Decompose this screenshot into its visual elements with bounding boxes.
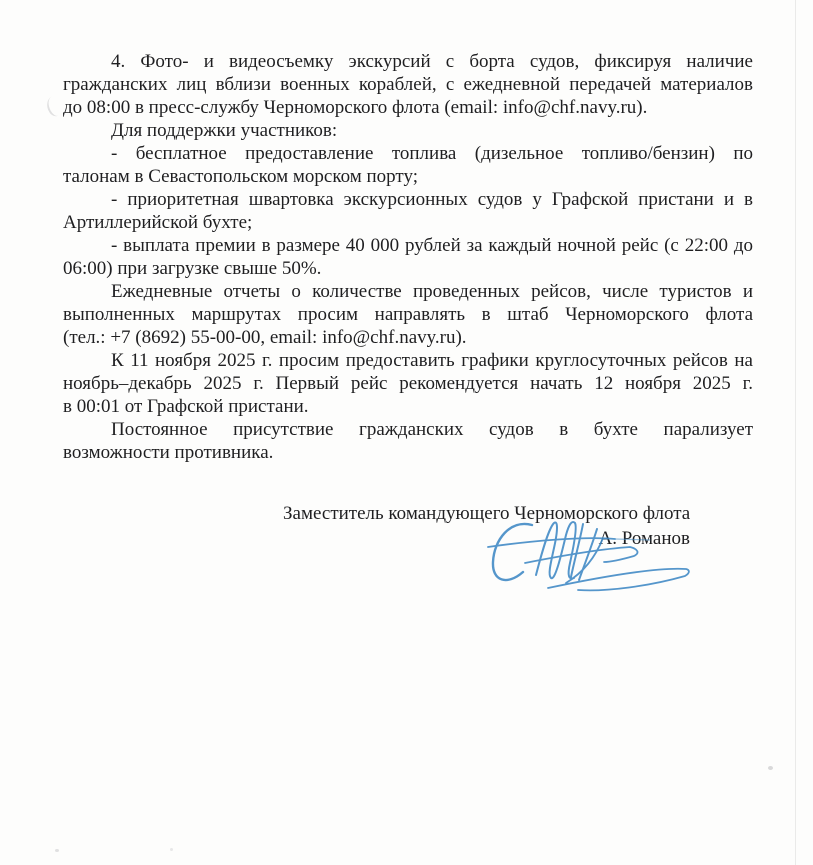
text-line: К 11 ноября 2025 г. просим предоставить графики круглосуточных рейсов на: [111, 350, 753, 371]
text-line: Для поддержки участников:: [111, 120, 338, 141]
text-line: Артиллерийской бухте;: [63, 212, 253, 233]
text-line: до 08:00 в пресс-службу Черноморского флота (email: info@chf.navy.ru).: [63, 97, 648, 118]
document-body: [63, 50, 753, 464]
scan-speck: [55, 849, 59, 852]
handwritten-signature-icon: [460, 513, 710, 613]
paragraph: [63, 280, 753, 349]
scan-speck: [768, 766, 773, 770]
paragraph: [63, 188, 753, 234]
text-line: - приоритетная швартовка экскурсионных судов у Графской пристани и в: [111, 189, 753, 210]
text-line: возможности противника.: [63, 442, 274, 463]
scan-speck: [170, 848, 173, 851]
text-line: талонам в Севастопольском морском порту;: [63, 166, 418, 187]
text-line: выполненных маршрутах просим направлять в штаб Черноморского флота: [63, 304, 753, 325]
text-line: 06:00) при загрузке свыше 50%.: [63, 258, 322, 279]
paragraph: [63, 418, 753, 464]
paragraph: [63, 50, 753, 119]
text-line: - выплата премии в размере 40 000 рублей за каждый ночной рейс (с 22:00 до: [111, 235, 753, 256]
text-line: Ежедневные отчеты о количестве проведенных рейсов, числе туристов и: [111, 281, 753, 302]
text-line: гражданских лиц вблизи военных кораблей, с ежедневной передачей материалов: [63, 74, 753, 95]
text-line: Постоянное присутствие гражданских судов в бухте парализует: [111, 419, 753, 440]
signer-name: А. Романов: [598, 528, 690, 549]
paragraph: [63, 349, 753, 418]
text-line: (тел.: +7 (8692) 55-00-00, email: info@chf.navy.ru).: [63, 327, 467, 348]
scan-edge-shadow: [795, 0, 796, 865]
text-line: 4. Фото- и видеосъемку экскурсий с борта судов, фиксируя наличие: [111, 51, 753, 72]
signer-title: Заместитель командующего Черноморского флота: [283, 503, 691, 524]
text-line: в 00:01 от Графской пристани.: [63, 396, 309, 417]
paragraph: [63, 119, 753, 142]
text-line: ноябрь–декабрь 2025 г. Первый рейс рекомендуется начать 12 ноября 2025 г.: [63, 373, 753, 394]
text-line: - бесплатное предоставление топлива (дизельное топливо/бензин) по: [111, 143, 753, 164]
paragraph: [63, 142, 753, 188]
paragraph: [63, 234, 753, 280]
